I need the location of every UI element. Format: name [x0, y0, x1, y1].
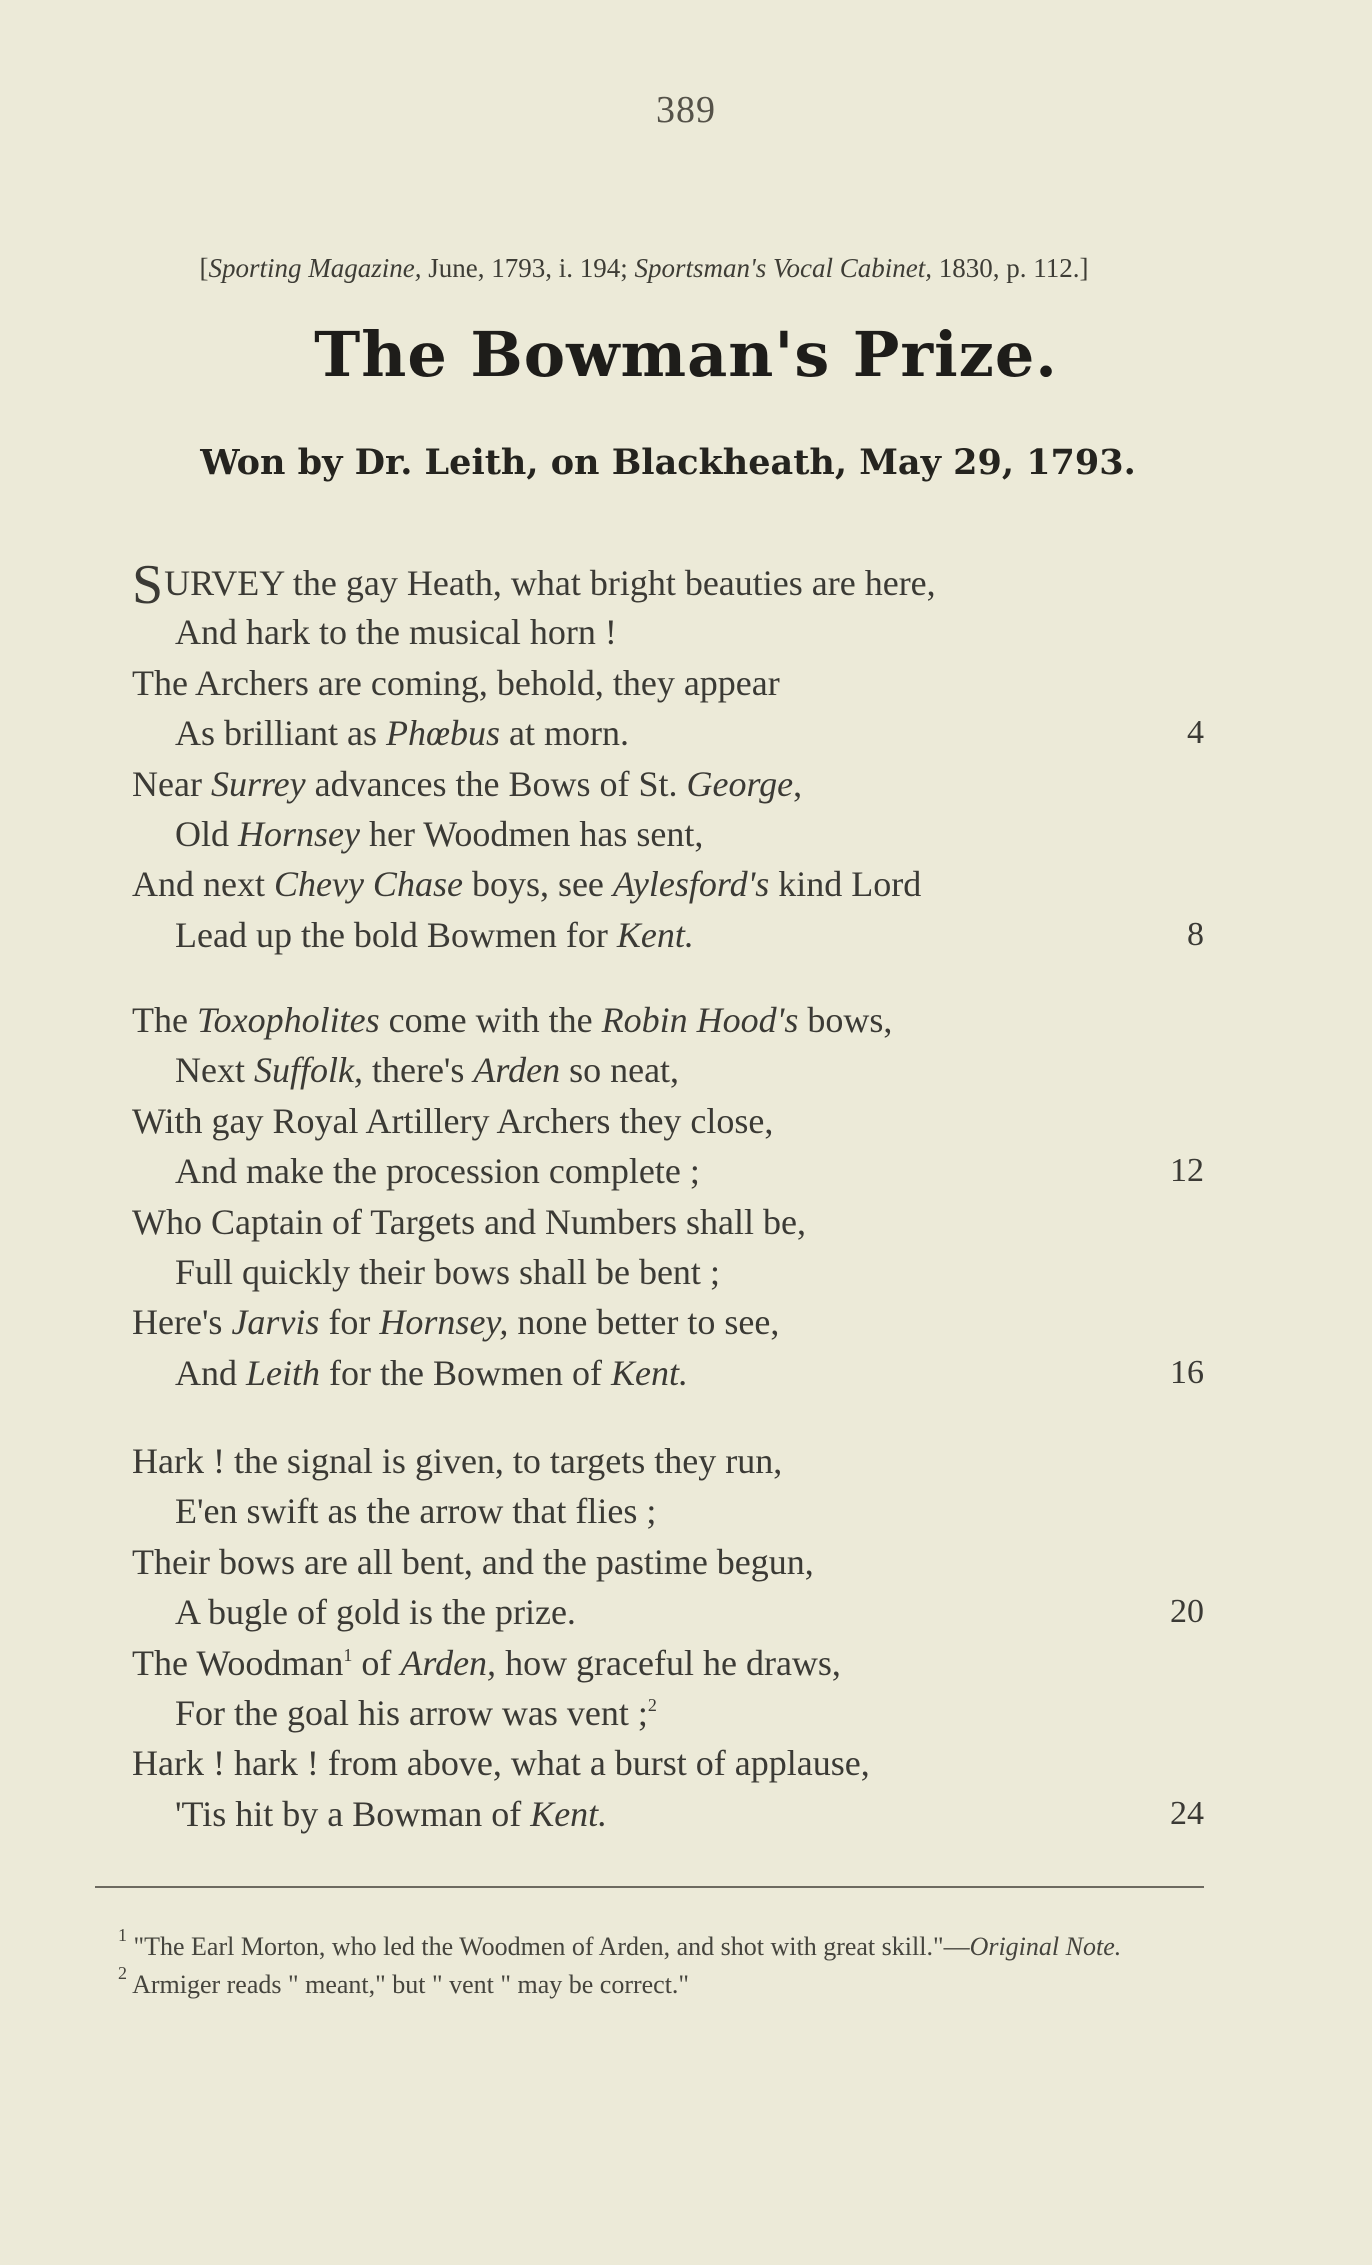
footnote-mark: 2 [118, 1963, 127, 1983]
verse-line: Their bows are all bent, and the pastime begun, [132, 1541, 814, 1582]
stanza-1 [132, 554, 1204, 960]
verse-line: The Woodman$^1$ of Arden, how graceful he draws, [132, 1642, 841, 1683]
footnote-divider [95, 1886, 1204, 1888]
poem-title: The Bowman's Prize. [314, 318, 1058, 391]
verse-line: And Leith for the Bowmen of Kent. 16 [132, 1348, 1204, 1398]
line-number: 24 [1170, 1794, 1204, 1832]
verse-line: Here's Jarvis for Hornsey, none better to see, [132, 1302, 780, 1343]
footnote-1: $^1$ "The Earl Morton, who led the Woodmen of Arden, and shot with great skill."—Original Note. [118, 1925, 1122, 1961]
verse-line: SURVEY the gay Heath, what bright beauties are here, [132, 554, 936, 616]
footnote-ref: 2 [647, 1694, 657, 1715]
line-number: 12 [1170, 1152, 1204, 1190]
verse-line: And make the procession complete ; 12 [132, 1146, 1204, 1196]
verse-line: For the goal his arrow was vent ;$^2$ [175, 1692, 657, 1733]
footnote-mark: 1 [118, 1925, 127, 1945]
stanza-2 [132, 995, 1204, 1398]
line-number: 4 [1187, 714, 1204, 752]
line-number: 16 [1170, 1353, 1204, 1391]
source-cabinet-ref: 1830, p. 112.] [932, 253, 1089, 283]
line-number: 8 [1187, 915, 1204, 953]
verse-line: The Archers are coming, behold, they appear [132, 662, 780, 703]
source-magazine-ref: June, 1793, i. 194; [421, 253, 635, 283]
verse-line: Full quickly their bows shall be bent ; [175, 1251, 720, 1292]
source-open-bracket: [ [199, 253, 209, 283]
verse-line: Who Captain of Targets and Numbers shall be, [132, 1201, 806, 1242]
footnote-ref: 1 [343, 1644, 353, 1665]
verse-line: Lead up the bold Bowmen for Kent. 8 [132, 910, 1204, 960]
source-magazine: Sporting Magazine, [208, 253, 422, 283]
source-cabinet: Sportsman's Vocal Cabinet, [634, 253, 933, 283]
verse-line: And next Chevy Chase boys, see Aylesford's kind Lord [132, 864, 922, 905]
verse-line: And hark to the musical horn ! [175, 612, 617, 653]
verse-line: Hark ! hark ! from above, what a burst of applause, [132, 1743, 870, 1784]
verse-line: Old Hornsey her Woodmen has sent, [175, 813, 704, 854]
verse-line: With gay Royal Artillery Archers they close, [132, 1100, 774, 1141]
verse-line: E'en swift as the arrow that flies ; [175, 1491, 657, 1532]
drop-cap: S [132, 554, 164, 616]
line-number: 20 [1170, 1593, 1204, 1631]
verse-line: Near Surrey advances the Bows of St. George, [132, 763, 803, 804]
poem-subtitle: Won by Dr. Leith, on Blackheath, May 29, 1793. [200, 442, 1136, 483]
verse-line: 'Tis hit by a Bowman of Kent. 24 [132, 1789, 1204, 1839]
footnotes [95, 1925, 1204, 2004]
stanza-3 [132, 1436, 1204, 1839]
verse-line: Hark ! the signal is given, to targets they run, [132, 1441, 783, 1481]
verse-line: A bugle of gold is the prize. 20 [132, 1587, 1204, 1637]
source-citation [88, 253, 1200, 284]
footnote-2: $^2$ Armiger reads " meant," but " vent " may be correct." [118, 1963, 690, 1999]
verse-line: As brilliant as Phœbus at morn. 4 [132, 708, 1204, 758]
verse-line: Next Suffolk, there's Arden so neat, [175, 1050, 680, 1091]
verse-line: The Toxopholites come with the Robin Hood's bows, [132, 1000, 893, 1040]
page-number: 389 [656, 89, 716, 131]
